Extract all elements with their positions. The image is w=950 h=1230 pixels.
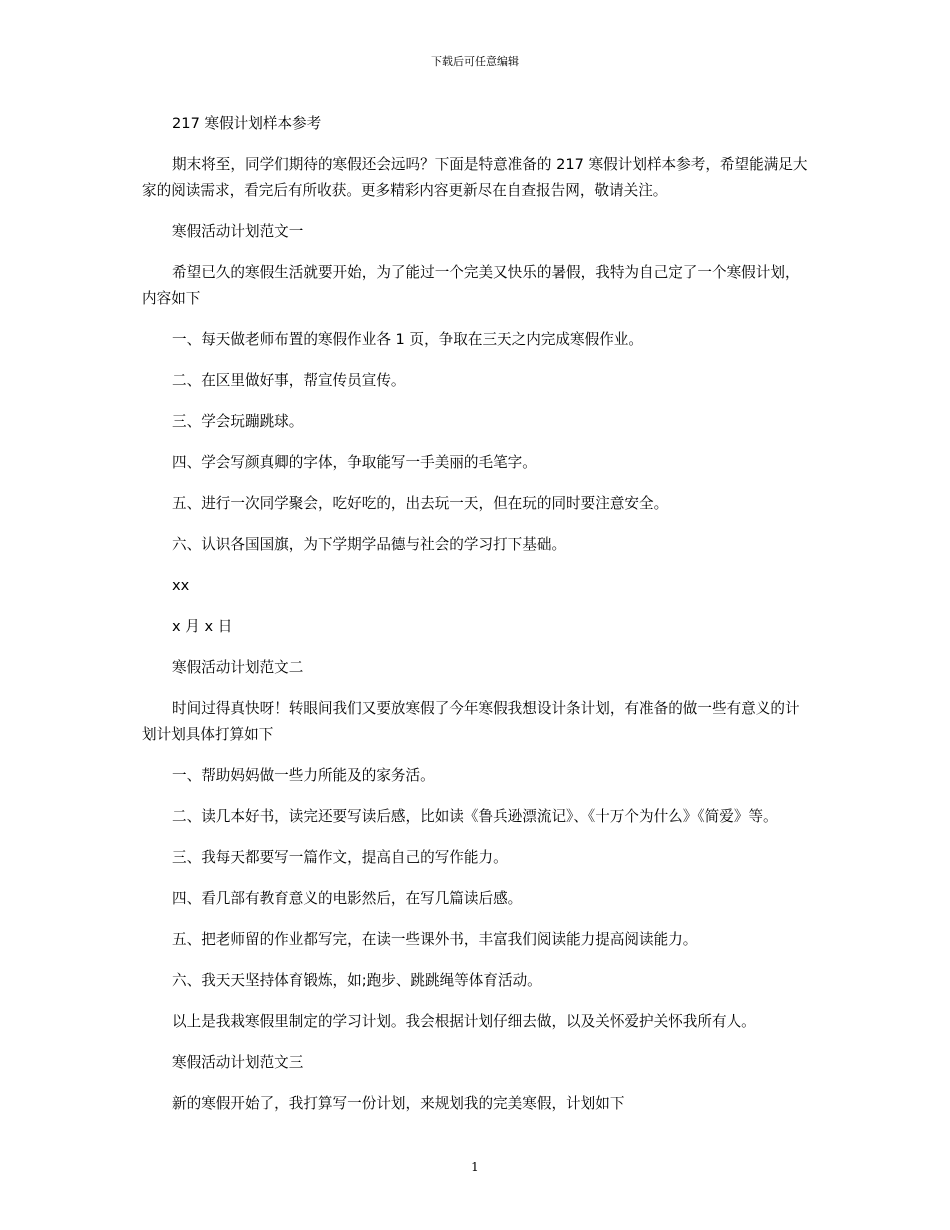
list-item: 三、我每天都要写一篇作文，提高自己的写作能力。 [172,849,508,866]
list-item: 五、进行一次同学聚会，吃好吃的，出去玩一天，但在玩的同时要注意安全。 [172,495,669,512]
list-item: 一、每天做老师布置的寒假作业各 1 页，争取在三天之内完成寒假作业。 [172,331,643,348]
page-number: 1 [471,1160,479,1174]
paragraph: 以上是我栽寒假里制定的学习计划。我会根据计划仔细去做，以及关怀爱护关怀我所有人。 [172,1013,756,1030]
list-item: 六、我天天坚持体育锻炼，如;跑步、跳跳绳等体育活动。 [172,972,542,989]
section-heading: 寒假活动计划范文二 [172,659,304,676]
list-item: 二、读几本好书，读完还要写读后感，比如读《鲁兵逊漂流记》、《十万个为什么》《简爱》等。 [172,808,778,825]
paragraph: 时间过得真快呀！转眼间我们又要放寒假了今年寒假我想设计条计划，有准备的做一些有意义的计划计划具体打算如下 [142,700,800,743]
section-heading: 寒假活动计划范文三 [172,1054,304,1071]
signature-date: x 月 x 日 [172,618,233,635]
list-item: 三、学会玩蹦跳球。 [172,413,304,430]
section-heading: 寒假活动计划范文一 [172,223,304,240]
document-body [142,111,810,1132]
paragraph: 希望已久的寒假生活就要开始，为了能过一个完美又快乐的暑假，我特为自己定了一个寒假计划，内容如下 [142,264,800,307]
list-item: 一、帮助妈妈做一些力所能及的家务活。 [172,767,435,784]
list-item: 六、认识各国国旗，为下学期学品德与社会的学习打下基础。 [172,536,567,553]
list-item: 四、学会写颜真卿的字体，争取能写一手美丽的毛笔字。 [172,454,537,471]
paragraph: 期末将至，同学们期待的寒假还会远吗？下面是特意准备的 217 寒假计划样本参考，希望能满足大家的阅读需求，看完后有所收获。更多精彩内容更新尽在自查报告网，敬请关注。 [142,156,808,199]
signature-name: xx [172,577,190,594]
list-item: 五、把老师留的作业都写完，在读一些课外书，丰富我们阅读能力提高阅读能力。 [172,931,698,948]
list-item: 四、看几部有教育意义的电影然后，在写几篇读后感。 [172,890,523,907]
list-item: 二、在区里做好事，帮宣传员宣传。 [172,372,406,389]
paragraph: 新的寒假开始了，我打算写一份计划，来规划我的完美寒假，计划如下 [172,1095,625,1112]
document-title: 217 寒假计划样本参考 [172,115,322,132]
page-header: 下载后可任意编辑 [431,55,519,68]
